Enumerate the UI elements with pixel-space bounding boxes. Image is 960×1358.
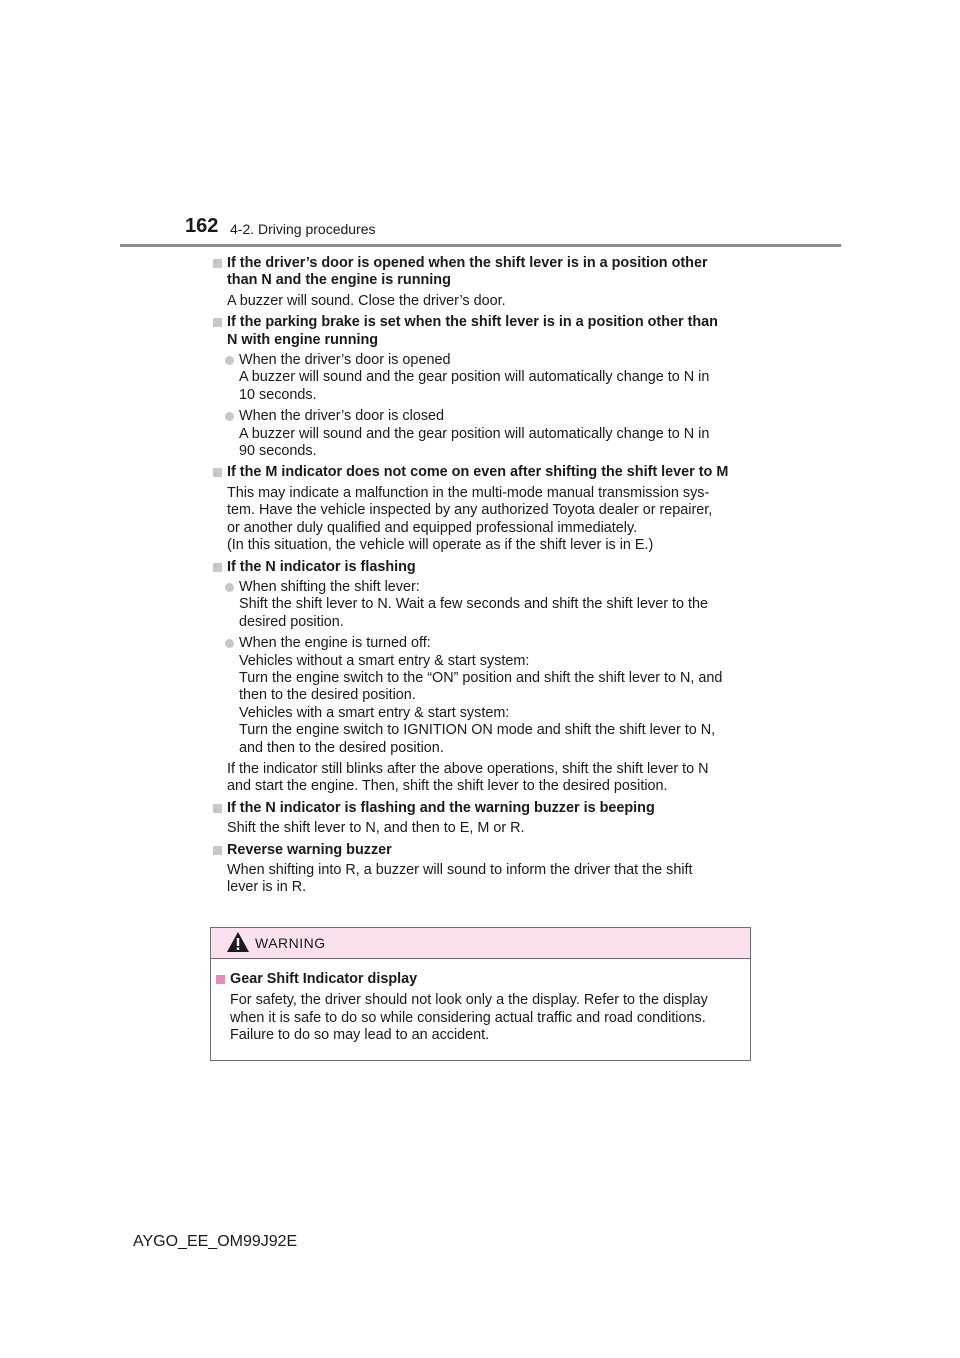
text-line: (In this situation, the vehicle will operate as if the shift lever is in E.) xyxy=(227,537,654,554)
round-bullet-icon xyxy=(225,412,234,421)
text-line: Shift the shift lever to N. Wait a few seconds and shift the shift lever to the xyxy=(239,596,708,613)
bullet-item xyxy=(213,579,753,631)
text-line: 10 seconds. xyxy=(239,386,317,403)
text-line: and start the engine. Then, shift the shift lever to the desired position. xyxy=(227,778,668,795)
text-line: If the parking brake is set when the shift lever is in a position other than xyxy=(227,314,718,331)
text-line: 90 seconds. xyxy=(239,443,317,460)
warning-header xyxy=(211,928,750,959)
warning-label: WARNING xyxy=(255,935,326,951)
text-line: A buzzer will sound and the gear position will automatically change to N in xyxy=(239,425,710,442)
warning-text xyxy=(216,992,742,1044)
square-bullet-icon xyxy=(213,318,222,327)
section-heading xyxy=(213,800,753,817)
section-heading xyxy=(213,255,753,290)
text-line: N with engine running xyxy=(227,331,379,348)
page-content xyxy=(213,255,753,901)
text-line: This may indicate a malfunction in the multi-mode manual transmission sys- xyxy=(227,484,710,501)
text-line: Shift the shift lever to N, and then to E, M or R. xyxy=(227,820,525,837)
text-line: If the M indicator does not come on even after shifting the shift lever to M xyxy=(227,464,729,481)
square-bullet-icon xyxy=(213,846,222,855)
warning-body xyxy=(211,959,750,1045)
round-bullet-icon xyxy=(225,583,234,592)
text-line: than N and the engine is running xyxy=(227,272,451,289)
section-heading xyxy=(213,559,753,576)
text-line: Reverse warning buzzer xyxy=(227,841,392,858)
section-heading xyxy=(213,842,753,859)
text-line: When the engine is turned off: xyxy=(239,635,431,652)
warning-title xyxy=(216,971,742,988)
body-paragraph xyxy=(213,761,753,796)
body-paragraph xyxy=(213,293,753,310)
body-paragraph xyxy=(213,862,753,897)
bullet-item xyxy=(213,408,753,460)
bullet-item xyxy=(213,352,753,404)
text-line: A buzzer will sound. Close the driver’s door. xyxy=(227,292,506,309)
document-code: AYGO_EE_OM99J92E xyxy=(133,1233,298,1250)
text-line: When shifting the shift lever: xyxy=(239,578,420,595)
text-line: Vehicles without a smart entry & start system: xyxy=(239,652,530,669)
warning-line: Failure to do so may lead to an accident. xyxy=(230,1027,490,1044)
body-paragraph xyxy=(213,485,753,555)
text-line: When the driver’s door is closed xyxy=(239,408,445,425)
square-bullet-icon xyxy=(213,259,222,268)
text-line: When the driver’s door is opened xyxy=(239,352,451,369)
header-rule xyxy=(120,244,841,247)
square-bullet-icon xyxy=(213,563,222,572)
text-line: If the driver’s door is opened when the shift lever is in a position other xyxy=(227,255,708,271)
body-paragraph xyxy=(213,820,753,837)
warning-line: when it is safe to do so while considering actual traffic and road conditions. xyxy=(230,1009,706,1026)
text-line: When shifting into R, a buzzer will sound to inform the driver that the shift xyxy=(227,862,693,878)
section-heading xyxy=(213,314,753,349)
text-line: Turn the engine switch to IGNITION ON mode and shift the shift lever to N, xyxy=(239,722,716,739)
text-line: desired position. xyxy=(239,613,344,630)
square-bullet-icon xyxy=(213,468,222,477)
square-bullet-icon xyxy=(216,975,225,984)
text-line: A buzzer will sound and the gear position will automatically change to N in xyxy=(239,369,710,386)
warning-triangle-icon xyxy=(226,931,250,953)
round-bullet-icon xyxy=(225,356,234,365)
text-line: If the N indicator is flashing xyxy=(227,558,416,575)
warning-box xyxy=(210,927,751,1061)
warning-title-text: Gear Shift Indicator display xyxy=(230,971,418,987)
warning-line: For safety, the driver should not look only a the display. Refer to the display xyxy=(230,992,708,1009)
square-bullet-icon xyxy=(213,804,222,813)
text-line: Turn the engine switch to the “ON” position and shift the shift lever to N, and xyxy=(239,669,723,686)
text-line: Vehicles with a smart entry & start system: xyxy=(239,704,510,721)
text-line: lever is in R. xyxy=(227,879,307,896)
text-line: If the N indicator is flashing and the warning buzzer is beeping xyxy=(227,799,655,816)
bullet-item xyxy=(213,635,753,757)
page-number: 162 xyxy=(185,215,219,237)
text-line: or another duly qualified and equipped professional immediately. xyxy=(227,519,638,536)
text-line: and then to the desired position. xyxy=(239,739,444,756)
round-bullet-icon xyxy=(225,639,234,648)
section-heading xyxy=(213,464,753,481)
text-line: If the indicator still blinks after the above operations, shift the shift lever to N xyxy=(227,760,709,777)
text-line: tem. Have the vehicle inspected by any authorized Toyota dealer or repairer, xyxy=(227,502,713,519)
section-title: 4-2. Driving procedures xyxy=(230,221,376,237)
text-line: then to the desired position. xyxy=(239,687,416,704)
